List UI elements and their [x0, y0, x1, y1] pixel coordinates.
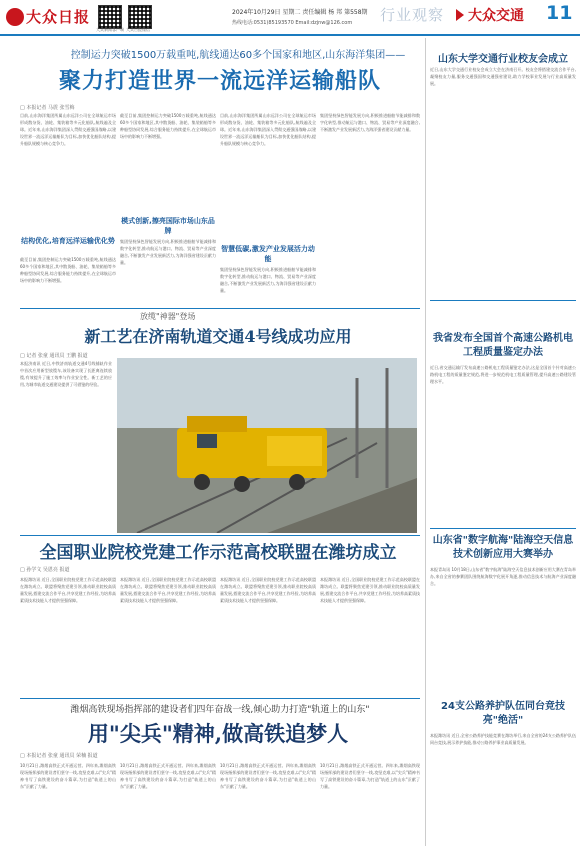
story4-byline: □ 本报记者 张童 通讯员 荣楠 报道: [20, 753, 98, 759]
rail-machine-illustration: [117, 358, 417, 533]
article-text: 集团坚持绿色智能发展方向,积极推进船舶节能减排和数字化转型,推动航运与港口、物流、贸易等产业深度融合,不断激发产业发展新活力,为海洋强省建设贡献力量。: [120, 239, 216, 265]
section-rule: [430, 300, 576, 301]
article-text: 目前,山东海洋集团所属山东远洋公司在全球航运市场形成散杂货、油轮、集装箱等多元化船队,航线遍及全球。近年来,山东海洋集团深入贯彻交通强国战略,以建设世界一流远洋运输船队为目标,加快优化船队结构,提升船队规模与核心竞争力。: [20, 113, 116, 146]
news3-headline: 山东省"数字航海"陆海空天信息技术创新应用大赛举办: [432, 535, 574, 560]
article-text: 截至目前,集团控制运力突破1500万载重吨,航线通达60多个国家和地区,其中散货船、油轮、集装箱船等多种船型协同发展,综合服务能力持续提升,在全球航运市场中的影响力不断增强。: [120, 113, 216, 139]
section-rule: [20, 308, 420, 309]
lead-byline: □ 本报记者 马震 张雪梅: [20, 105, 75, 111]
article-subhead: 结构优化,培育远洋运输优化势: [21, 237, 115, 245]
article-text: 本报潍坊讯 近日,全省公路养护技能竞赛在潍坊举行,来自全省的24支公路养护队伍同台竞技,展示养护技能,推动公路养护事业高质量发展。: [430, 733, 576, 745]
article-text: 近日,山东大学交通行业校友会成立大会在济南召开。校友会将搭建交流合作平台,凝聚校友力量,服务交通强国和交通强省建设,助力学校事业发展与行业高质量发展。: [430, 67, 576, 86]
issue-date-line: 2024年10月29日 星期二 责任编辑 杨 邦 第558期: [232, 9, 368, 16]
section-arrow-icon: [456, 9, 464, 21]
story4-headline: 用"尖兵"精神,做高铁追梦人: [87, 721, 349, 746]
newspaper-logo-icon: [6, 8, 24, 26]
article-text: 集团坚持绿色智能发展方向,积极推进船舶节能减排和数字化转型,推动航运与港口、物流、贸易等产业深度融合,不断激发产业发展新活力,为海洋强省建设贡献力量。: [320, 113, 420, 132]
article-text: 本报潍坊讯 近日,全国职业院校党建工作示范高校联盟在潍坊成立。联盟将聚焦党建引领,推动职业院校高质量发展,搭建交流合作平台,共享党建工作经验,为培养高素质技术技能人才提供坚强保障。: [20, 577, 116, 603]
page-band: 行业观察: [380, 6, 445, 24]
contact-line: 热线电话:0531)85193570 Email:dzjnw@126.com: [232, 20, 353, 26]
article-text: 本报潍坊讯 近日,全国职业院校党建工作示范高校联盟在潍坊成立。联盟将聚焦党建引领,推动职业院校高质量发展,搭建交流合作平台,共享党建工作经验,为培养高素质技术技能人才提供坚强保障。: [120, 577, 216, 603]
article-text: 10月21日,潍烟高铁正式开通运营。四年来,潍烟高铁现场指挥部的建设者们坚守一线,攻坚克难,以"尖兵"精神书写了高铁建设的奋斗篇章,为打造"轨道上的山东"贡献了力量。: [220, 763, 316, 789]
article-text: 10月21日,潍烟高铁正式开通运营。四年来,潍烟高铁现场指挥部的建设者们坚守一线,攻坚克难,以"尖兵"精神书写了高铁建设的奋斗篇章,为打造"轨道上的山东"贡献了力量。: [20, 763, 116, 789]
article-text: 集团坚持绿色智能发展方向,积极推进船舶节能减排和数字化转型,推动航运与港口、物流、贸易等产业深度融合,不断激发产业发展新活力,为海洋强省建设贡献力量。: [220, 267, 316, 293]
story3-headline: 全国职业院校党建工作示范高校联盟在潍坊成立: [39, 543, 397, 563]
story2-byline: □ 记者 张童 通讯员 王鹏 报道: [20, 353, 88, 359]
qr-code-icon: [98, 5, 122, 29]
section-rule: [20, 535, 420, 536]
page-number: 11: [546, 2, 573, 24]
section-name: 大众交通: [468, 8, 524, 24]
lead-headline: 聚力打造世界一流远洋运输船队: [58, 68, 381, 94]
qr-code-icon: [128, 5, 152, 29]
article-text: 10月21日,潍烟高铁正式开通运营。四年来,潍烟高铁现场指挥部的建设者们坚守一线,攻坚克难,以"尖兵"精神书写了高铁建设的奋斗篇章,为打造"轨道上的山东"贡献了力量。: [120, 763, 216, 789]
article-text: 近日,省交通运输厅发布高速公路机电工程质量鉴定办法,这是全国首个针对高速公路机电工程的质量鉴定规范,将进一步规范机电工程质量管理,提升高速公路建设管理水平。: [430, 365, 576, 384]
story2-subtitle: 放缆"神器"登场: [140, 312, 196, 321]
qr-caption: 大众日报微信: [126, 27, 150, 32]
section-rule: [20, 698, 420, 699]
newspaper-name: 大众日报: [26, 8, 91, 26]
article-text: 截至目前,集团控制运力突破1500万载重吨,航线通达60多个国家和地区,其中散货船、油轮、集装箱船等多种船型协同发展,综合服务能力持续提升,在全球航运市场中的影响力不断增强。: [20, 257, 116, 283]
article-text: 本报潍坊讯 近日,全国职业院校党建工作示范高校联盟在潍坊成立。联盟将聚焦党建引领,推动职业院校高质量发展,搭建交流合作平台,共享党建工作经验,为培养高素质技术技能人才提供坚强保障。: [320, 577, 420, 603]
story2-headline: 新工艺在济南轨道交通4号线成功应用: [84, 327, 352, 346]
news2-headline: 我省发布全国首个高速公路机电工程质量鉴定办法: [433, 333, 573, 358]
story3-byline: □ 孙学文 吴恩亮 报道: [20, 567, 70, 573]
article-text: 10月21日,潍烟高铁正式开通运营。四年来,潍烟高铁现场指挥部的建设者们坚守一线,攻坚克难,以"尖兵"精神书写了高铁建设的奋斗篇章,为打造"轨道上的山东"贡献了力量。: [320, 763, 420, 789]
article-subhead: 智慧低碳,激发产业发展活力动能: [221, 245, 315, 263]
article-text: 目前,山东海洋集团所属山东远洋公司在全球航运市场形成散杂货、油轮、集装箱等多元化船队,航线遍及全球。近年来,山东海洋集团深入贯彻交通强国战略,以建设世界一流远洋运输船队为目标,加快优化船队结构,提升船队规模与核心竞争力。: [220, 113, 316, 146]
article-text: 本报青岛讯 10月18日,山东省"数字航海"陆海空天信息技术创新应用大赛在青岛举办,来自全省的参赛团队围绕航海数字化展开角逐,推动信息技术与航海产业深度融合。: [430, 567, 576, 586]
qr-caption: 大众新闻客户端: [96, 27, 124, 32]
lead-subtitle: 控制运力突破1500万载重吨,航线通达60多个国家和地区,山东海洋集团——: [70, 50, 406, 61]
article-text: 本报潍坊讯 近日,全国职业院校党建工作示范高校联盟在潍坊成立。联盟将聚焦党建引领,推动职业院校高质量发展,搭建交流合作平台,共享党建工作经验,为培养高素质技术技能人才提供坚强保障。: [220, 577, 316, 603]
article-subhead: 模式创新,擦亮国际市场山东品牌: [121, 217, 215, 235]
section-rule: [430, 528, 576, 529]
story4-subtitle: 潍烟高铁现场指挥部的建设者们四年奋战一线,倾心助力打造"轨道上的山东": [70, 705, 370, 715]
news1-headline: 山东大学交通行业校友会成立: [438, 54, 568, 65]
column-divider: [425, 38, 426, 846]
news4-headline: 24支公路养护队伍同台竞技亮"绝活": [441, 701, 565, 726]
article-text: 本报济南讯 近日,中铁济南轨道交通4号线铺轨作业中首次应用新型放缆车,该设备实现了长距离连续放缆,有效提升了施工效率与作业安全性。新工艺的应用,为城市轨道交通建设提供了可借鉴的经验。: [20, 361, 112, 387]
rail-machine-photo: [117, 358, 417, 533]
